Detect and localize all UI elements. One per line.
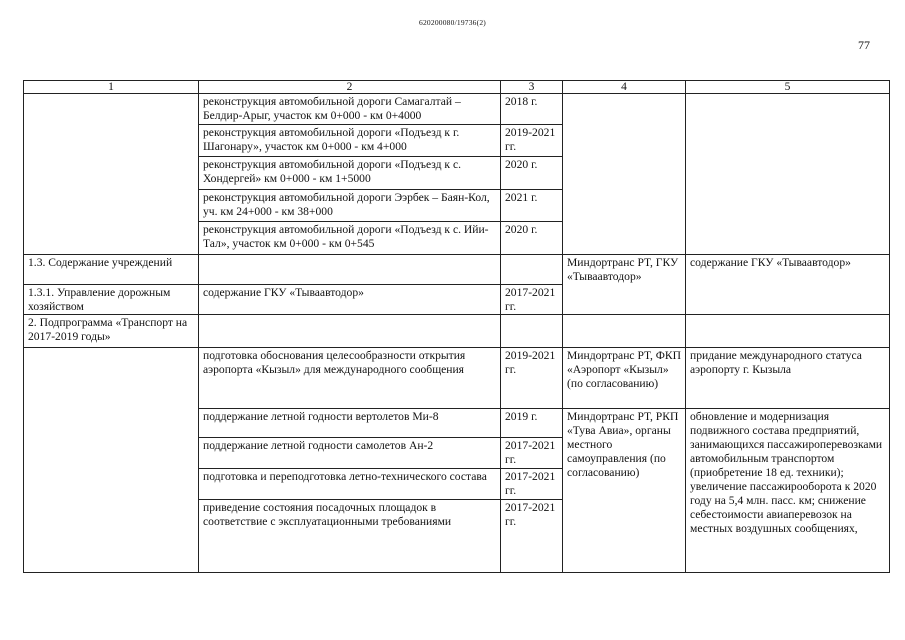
measure-cell: поддержание летной годности вертолетов Ми-8 xyxy=(199,409,501,438)
document-id: 620200080/19736(2) xyxy=(419,18,486,27)
empty-cell xyxy=(24,348,199,573)
period-cell: 2021 г. xyxy=(501,190,563,222)
measure-cell: реконструкция автомобильной дороги «Подъезд к г. Шагонару», участок км 0+000 - км 4+000 xyxy=(199,125,501,157)
column-header: 2 xyxy=(199,81,501,94)
empty-cell xyxy=(563,94,686,255)
result-cell: содержание ГКУ «Тываавтодор» xyxy=(686,255,890,315)
period-cell: 2020 г. xyxy=(501,222,563,255)
measure-cell: реконструкция автомобильной дороги «Подъезд к с. Хондергей» км 0+000 - км 1+5000 xyxy=(199,157,501,190)
period-cell: 2019 г. xyxy=(501,409,563,438)
empty-cell xyxy=(501,315,563,348)
result-cell: придание международного статуса аэропорту г. Кызыла xyxy=(686,348,890,409)
section-cell: 2. Подпрограмма «Транспорт на 2017-2019 годы» xyxy=(24,315,199,348)
empty-cell xyxy=(686,315,890,348)
empty-cell xyxy=(686,94,890,255)
measure-cell: поддержание летной годности самолетов Ан-2 xyxy=(199,438,501,469)
table-row xyxy=(24,255,890,285)
table-row xyxy=(24,348,890,409)
table-header-row xyxy=(24,81,890,94)
executor-cell: Миндортранс РТ, ГКУ «Тываавтодор» xyxy=(563,255,686,315)
program-table xyxy=(23,80,890,573)
column-header: 1 xyxy=(24,81,199,94)
section-cell: 1.3. Содержание учреждений xyxy=(24,255,199,285)
period-cell: 2019-2021 гг. xyxy=(501,348,563,409)
result-cell: обновление и модернизация подвижного состава предприятий, занимающихся пассажироперевозками автомобильным транспортом (приобретение 18 ед. техники); увеличение пассажирооборота к 2020 году на 5,4 млн. пасс. км; снижение себестоимости авиаперевозок на местных воздушных сообщениях, xyxy=(686,409,890,573)
period-cell: 2018 г. xyxy=(501,94,563,125)
empty-cell xyxy=(24,94,199,255)
measure-cell: подготовка обоснования целесообразности открытия аэропорта «Кызыл» для международного сообщения xyxy=(199,348,501,409)
executor-cell: Миндортранс РТ, ФКП «Аэропорт «Кызыл» (по согласованию) xyxy=(563,348,686,409)
table-row xyxy=(24,94,890,125)
period-cell: 2019-2021 гг. xyxy=(501,125,563,157)
measure-cell: подготовка и переподготовка летно-технического состава xyxy=(199,469,501,500)
period-cell: 2017-2021 гг. xyxy=(501,469,563,500)
section-cell: 1.3.1. Управление дорожным хозяйством xyxy=(24,285,199,315)
period-cell: 2017-2021 гг. xyxy=(501,285,563,315)
measure-cell: реконструкция автомобильной дороги «Подъезд к с. Ийи-Тал», участок км 0+000 - км 0+545 xyxy=(199,222,501,255)
column-header: 3 xyxy=(501,81,563,94)
executor-cell: Миндортранс РТ, РКП «Тува Авиа», органы местного самоуправления (по согласованию) xyxy=(563,409,686,573)
empty-cell xyxy=(501,255,563,285)
measure-cell: приведение состояния посадочных площадок в соответствие с эксплуатационными требованиями xyxy=(199,500,501,573)
table-row xyxy=(24,315,890,348)
period-cell: 2017-2021 гг. xyxy=(501,500,563,573)
column-header: 5 xyxy=(686,81,890,94)
measure-cell: реконструкция автомобильной дороги Самагалтай – Белдир-Арыг, участок км 0+000 - км 0+4000 xyxy=(199,94,501,125)
period-cell: 2020 г. xyxy=(501,157,563,190)
empty-cell xyxy=(563,315,686,348)
measure-cell: реконструкция автомобильной дороги Ээрбек – Баян-Кол, уч. км 24+000 - км 38+000 xyxy=(199,190,501,222)
empty-cell xyxy=(199,255,501,285)
period-cell: 2017-2021 гг. xyxy=(501,438,563,469)
page-number: 77 xyxy=(858,38,870,52)
measure-cell: содержание ГКУ «Тываавтодор» xyxy=(199,285,501,315)
column-header: 4 xyxy=(563,81,686,94)
empty-cell xyxy=(199,315,501,348)
